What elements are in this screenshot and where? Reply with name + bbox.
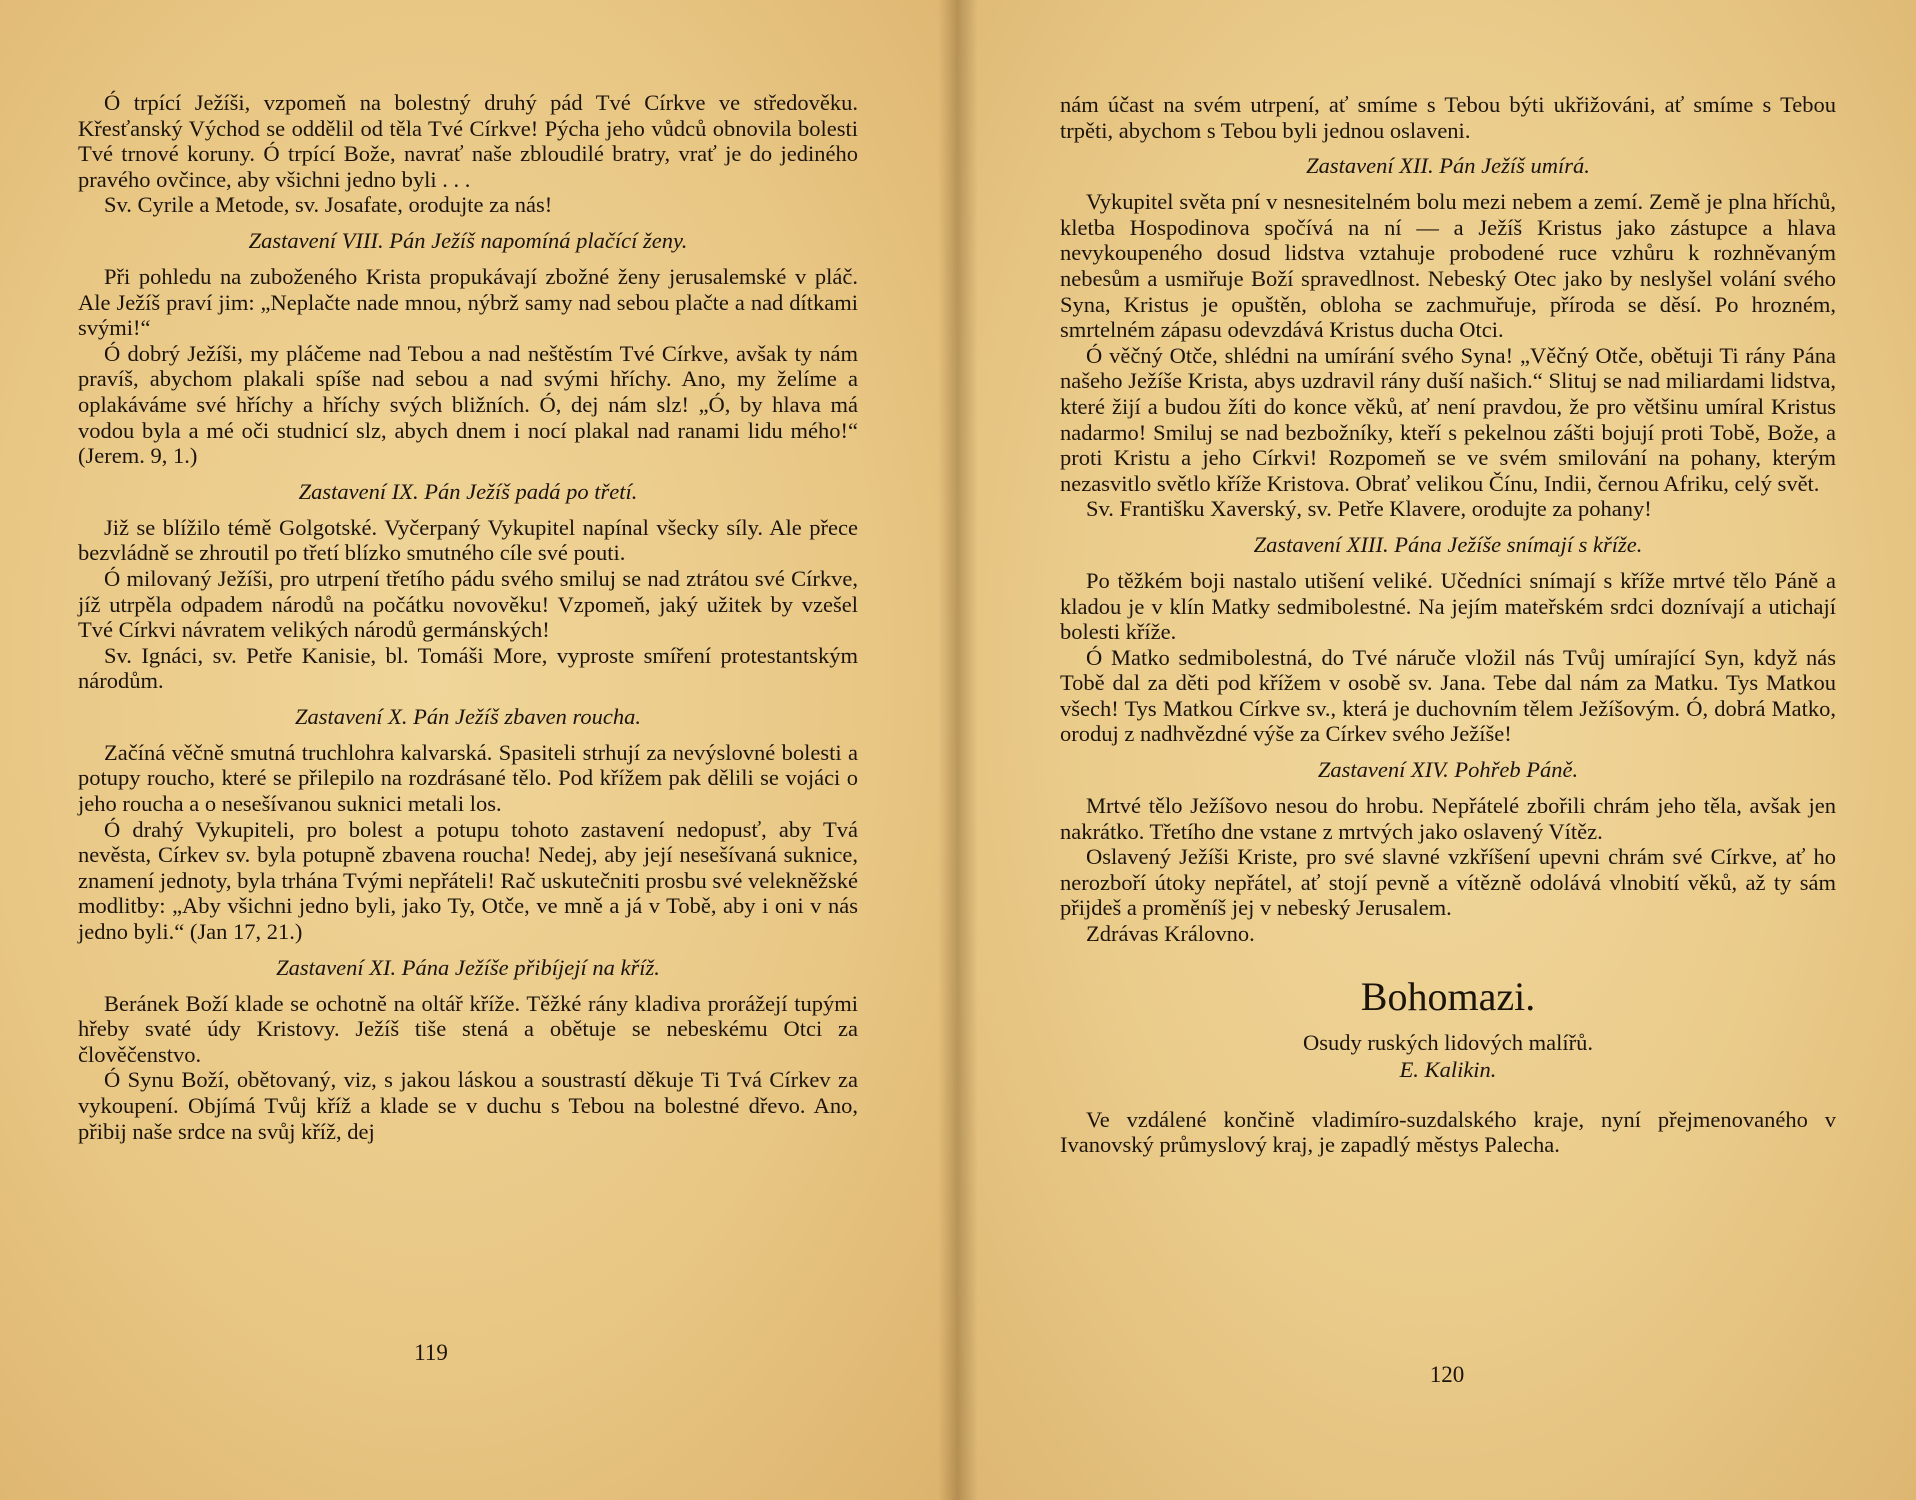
paragraph: nám účast na svém utrpení, ať smíme s Tebou býti ukřižováni, ať smíme s Tebou trpěti, abychom s Tebou byli jednou oslaveni. [1060,92,1836,143]
paragraph: Ó věčný Otče, shlédni na umírání svého Syna! „Věčný Otče, obětuji Ti rány Pána našeho Ježíše Krista, abys uzdravil rány duší našich.“ Slituj se nad miliardami lidstva, které žijí a budou žíti do konce věků, ať není pravdou, že pro většinu umíral Kristus nadarmo! Smiluj se nad bezbožníky, kteří s pekelnou zášti bojují proti Tobě, Bože, a proti Kristu a jeho Církvi! Rozpomeň se ve svém smilování na pohany, kterým nezasvitlo světlo kříže Kristova. Obrať velikou Čínu, Indii, černou Afriku, celý svět. [1060,342,1836,496]
paragraph: Ó dobrý Ježíši, my pláčeme nad Tebou a nad neštěstím Tvé Církve, avšak ty nám pravíš, abychom plakali spíše nad sebou a nad svými hříchy. Ano, my želíme a oplakáváme své hříchy a hříchy svých bližních. Ó, dej nám slz! „Ó, by hlava má vodou byla a mé oči studnicí slz, abych dnem i nocí plakal nad ranami lidu mého!“ (Jerem. 9, 1.) [78,340,858,469]
article-subtitle: Osudy ruských lidových malířů. [1303,1029,1593,1055]
paragraph: Ó milovaný Ježíši, pro utrpení třetího pádu svého smiluj se nad ztrátou své Církve, jíž utrpěla odpadem národů na počátku novověku! Vzpomeň, jaký užitek by vzešel Tvé Církvi návratem velikých národů germánských! [78,565,858,643]
right-page [958,0,1916,1500]
paragraph: Zdrávas Královno. [1086,921,1255,947]
station-heading-13: Zastavení XIII. Pána Ježíše snímají s kříže. [1253,531,1643,557]
article-title: Bohomazi. [1360,973,1536,1019]
paragraph: Sv. Františku Xaverský, sv. Petře Klavere, orodujte za pohany! [1086,496,1652,522]
paragraph: Po těžkém boji nastalo utišení veliké. Učedníci snímají s kříže mrtvé tělo Páně a kladou je v klín Matky sedmibolestné. Na jejím mateřském srdci doznívají a utichají bolesti kříže. [1060,567,1836,645]
paragraph: Sv. Ignáci, sv. Petře Kanisie, bl. Tomáši More, vyproste smíření protestantským národům. [78,642,858,694]
paragraph: Beránek Boží klade se ochotně na oltář kříže. Těžké rány kladiva prorážejí tupými hřeby svaté údy Kristovy. Ježíš tiše stená a obětuje se nebeskému Otci za člověčenstvo. [78,990,858,1067]
paragraph: Ó Matko sedmibolestná, do Tvé náruče vložil nás Tvůj umírající Syn, když nás Tobě dal za děti pod křížem v osobě sv. Jana. Tebe dal nám za Matku. Tys Matkou všech! Tys Matkou Církve sv., která je duchovním tělem Ježíšovým. Ó, dobrá Matko, oroduj z nadhvězdné výše za Církev svého Ježíše! [1060,644,1836,747]
station-heading-14: Zastavení XIV. Pohřeb Páně. [1317,757,1579,783]
paragraph: Při pohledu na zuboženého Krista propukávají zbožné ženy jerusalemské v pláč. Ale Ježíš praví jim: „Neplačte nade mnou, nýbrž samy nad sebou plačte a nad dítkami svými!“ [78,263,858,341]
paragraph: Ó Synu Boží, obětovaný, viz, s jakou láskou a soustrastí děkuje Ti Tvá Církev za vykoupení. Objímá Tvůj kříž a klade se v duchu s Tebou na bolestné dřevo. Ano, přibij naše srdce na svůj kříž, dej [78,1067,858,1144]
paragraph: Mrtvé tělo Ježíšovo nesou do hrobu. Nepřátelé zbořili chrám jeho těla, avšak jen nakrátko. Třetího dne vstane z mrtvých jako oslavený Vítěz. [1060,793,1836,844]
article-author: E. Kalikin. [1399,1056,1497,1082]
paragraph: Již se blížilo témě Golgotské. Vyčerpaný Vykupitel napínal všecky síly. Ale přece bezvládně se zhroutil po třetí blízko smutného cíle své pouti. [78,514,858,566]
station-heading-12: Zastavení XII. Pán Ježíš umírá. [1306,153,1590,179]
paragraph: Vykupitel světa pní v nesnesitelném bolu mezi nebem a zemí. Země je plna hříchů, kletba Hospodinova spočívá na ní — a Ježíš Kristus jako zástupce a hlava nevykoupeného dosud lidstva vztahuje probodené ruce vzhůru k rozhněvaným nebesům a usmiřuje Boží spravedlnost. Nebeský Otec jako by neslyšel volání svého Syna, Kristus je opuštěn, obloha se zachmuřuje, příroda se děsí. Po hrozném, smrtelném zápasu odevzdává Kristus ducha Otci. [1060,189,1836,343]
paragraph: Ó trpící Ježíši, vzpomeň na bolestný druhý pád Tvé Církve ve středověku. Křesťanský Východ se oddělil od těla Tvé Církve! Pýcha jeho vůdců obnovila bolesti Tvé trnové koruny. Ó trpící Bože, navrať naše zbloudilé bratry, vrať je do jediného pravého ovčince, aby všichni jedno byli . . . [78,90,858,192]
page-number: 119 [414,1340,448,1365]
paragraph: Ó drahý Vykupiteli, pro bolest a potupu tohoto zastavení nedopusť, aby Tvá nevěsta, Církev sv. byla potupně zbavena roucha! Nedej, aby její nesešívaná suknice, znamení jednoty, byla trhána Tvými nepřáteli! Rač uskutečniti prosbu své velekněžské modlitby: „Aby všichni jedno byli, jako Ty, Otče, ve mně a já v Tobě, aby i oni v nás jedno byli.“ (Jan 17, 21.) [78,816,858,945]
paragraph: Oslavený Ježíši Kriste, pro své slavné vzkříšení upevni chrám své Církve, ať ho nerozboří útoky nepřátel, ať stojí pevně a vítězně odolává vlnobití věků, až ty sám přijdeš a proměníš jej v nebeský Jerusalem. [1060,844,1836,921]
station-heading-8: Zastavení VIII. Pán Ježíš napomíná plačící ženy. [248,227,688,253]
station-heading-10: Zastavení X. Pán Ježíš zbaven roucha. [295,703,641,729]
station-heading-11: Zastavení XI. Pána Ježíše přibíjejí na kříž. [276,954,660,980]
page-number: 120 [1429,1362,1465,1387]
station-heading-9: Zastavení IX. Pán Ježíš padá po třetí. [298,478,638,504]
paragraph: Sv. Cyrile a Metode, sv. Josafate, orodujte za nás! [104,192,553,218]
paragraph: Začíná věčně smutná truchlohra kalvarská. Spasiteli strhují za nevýslovné bolesti a potupy roucho, které se přilepilo na rozdrásané tělo. Pod křížem pak dělili se vojáci o jeho roucha a o nesešívanou suknici metali los. [78,739,858,817]
paragraph: Ve vzdálené končině vladimíro-suzdalského kraje, nyní přejmenovaného v Ivanovský průmyslový kraj, je zapadlý městys Palecha. [1060,1106,1836,1158]
